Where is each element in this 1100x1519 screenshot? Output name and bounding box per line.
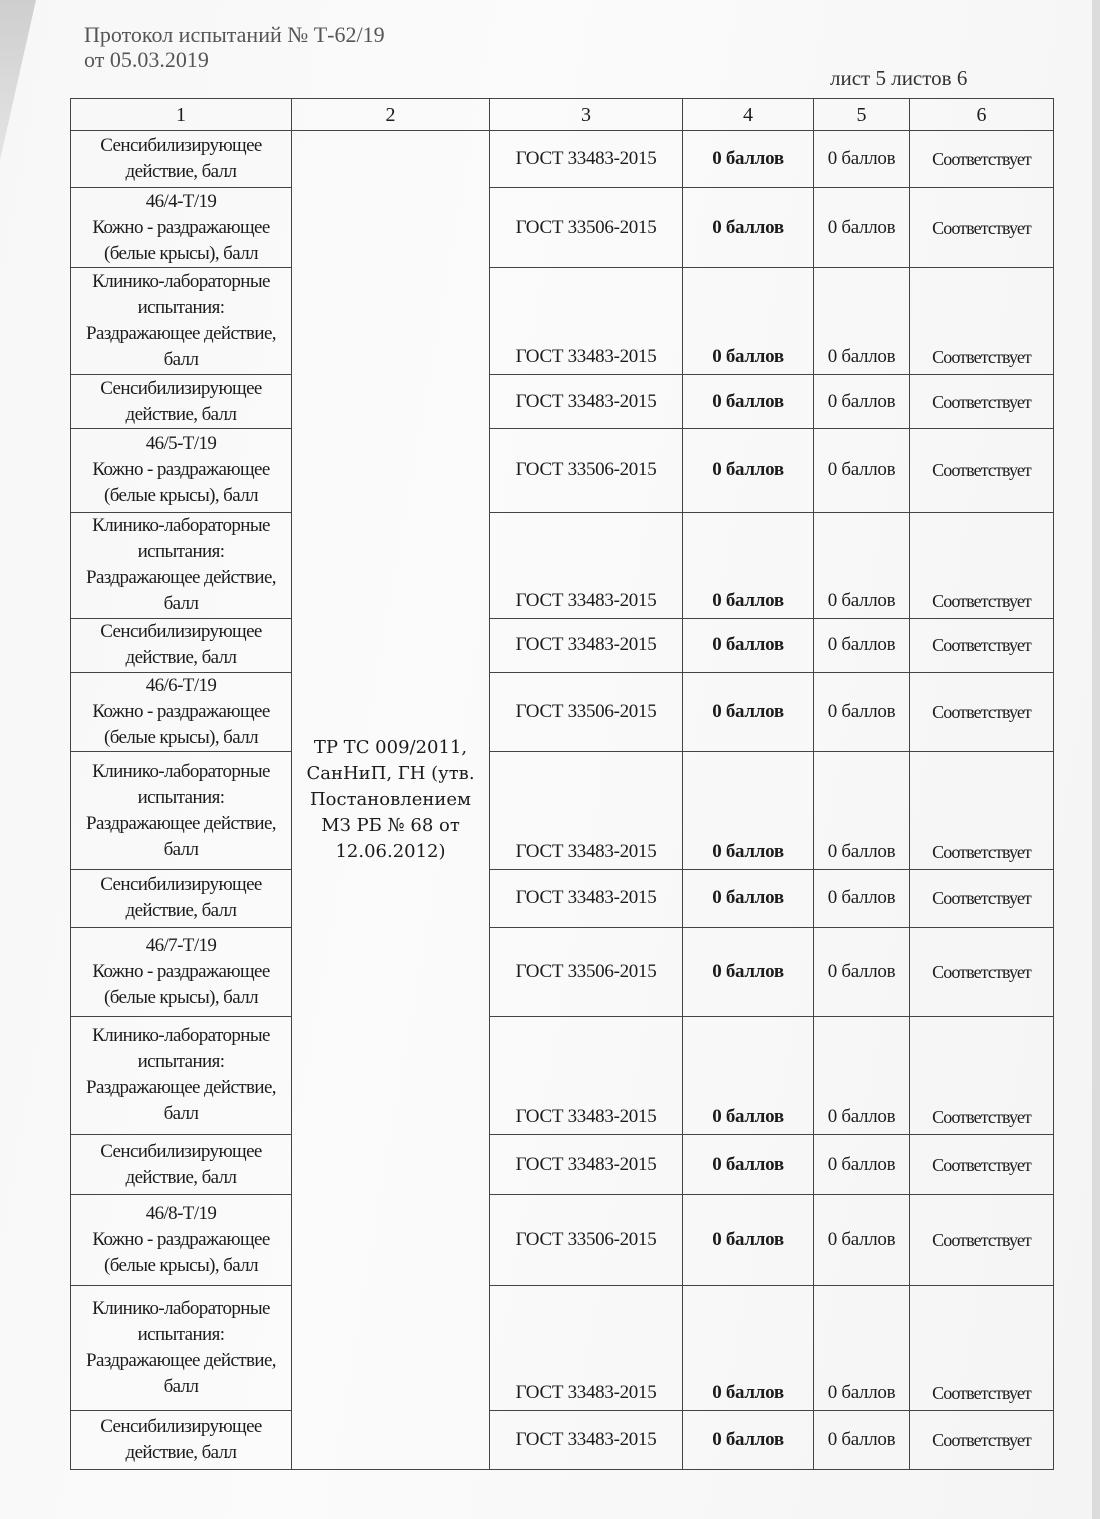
indicator-line: 46/4-Т/19 bbox=[145, 190, 217, 212]
result-cell: 0 баллов bbox=[683, 375, 814, 428]
indicator-cell bbox=[71, 188, 292, 267]
indicator-cell bbox=[71, 1195, 292, 1285]
norm-value-cell: 0 баллов bbox=[814, 1195, 910, 1285]
result-cell: 0 баллов bbox=[683, 869, 814, 927]
table-row bbox=[71, 869, 1054, 927]
conformity-cell: Соответствует bbox=[910, 188, 1054, 267]
norm-value-cell: 0 баллов bbox=[814, 428, 910, 512]
conformity-cell: Соответствует bbox=[910, 428, 1054, 512]
column-number: 3 bbox=[490, 99, 683, 131]
method-cell: ГОСТ 33506-2015 bbox=[490, 188, 683, 267]
indicator-line: действие, балл bbox=[125, 1441, 237, 1463]
table-row bbox=[71, 1410, 1054, 1469]
indicator-cell bbox=[71, 1285, 292, 1410]
result-cell: 0 баллов bbox=[683, 428, 814, 512]
indicator-cell bbox=[71, 672, 292, 751]
indicator-line: 46/5-Т/19 bbox=[145, 433, 217, 455]
norm-value-cell: 0 баллов bbox=[814, 267, 910, 375]
table-row bbox=[71, 428, 1054, 512]
conformity-cell: Соответствует bbox=[910, 1285, 1054, 1410]
indicator-cell bbox=[71, 618, 292, 672]
indicator-cell bbox=[71, 131, 292, 188]
indicator-line: балл bbox=[163, 593, 199, 615]
indicator-line: испытания: bbox=[137, 1323, 225, 1345]
method-cell: ГОСТ 33483-2015 bbox=[490, 618, 683, 672]
method-cell: ГОСТ 33483-2015 bbox=[490, 752, 683, 870]
indicator-line: Кожно - раздражающее bbox=[92, 216, 270, 238]
norm-value-cell: 0 баллов bbox=[814, 869, 910, 927]
method-cell: ГОСТ 33506-2015 bbox=[490, 672, 683, 751]
indicator-line: Раздражающее действие, bbox=[86, 323, 276, 345]
indicator-line: Клинико-лабораторные bbox=[92, 515, 270, 537]
indicator-cell bbox=[71, 267, 292, 375]
table-row bbox=[71, 618, 1054, 672]
indicator-line: (белые крысы), балл bbox=[104, 986, 258, 1008]
method-cell: ГОСТ 33483-2015 bbox=[490, 1135, 683, 1195]
indicator-line: Раздражающее действие, bbox=[86, 1077, 276, 1099]
indicator-line: Сенсибилизирующее bbox=[100, 1140, 262, 1162]
test-results-table bbox=[70, 98, 1054, 1470]
indicator-line: Клинико-лабораторные bbox=[92, 760, 270, 782]
result-cell: 0 баллов bbox=[683, 752, 814, 870]
indicator-cell bbox=[71, 513, 292, 619]
column-number: 1 bbox=[71, 99, 292, 131]
method-cell: ГОСТ 33483-2015 bbox=[490, 375, 683, 428]
indicator-line: действие, балл bbox=[125, 900, 237, 922]
table-body bbox=[71, 99, 1054, 1470]
page-fold-shadow bbox=[0, 0, 60, 160]
protocol-date: от 05.03.2019 bbox=[84, 47, 209, 72]
result-cell: 0 баллов bbox=[683, 1135, 814, 1195]
indicator-line: Раздражающее действие, bbox=[86, 1349, 276, 1371]
indicator-line: балл bbox=[163, 349, 199, 371]
conformity-cell: Соответствует bbox=[910, 513, 1054, 619]
result-cell: 0 баллов bbox=[683, 1285, 814, 1410]
table-row bbox=[71, 131, 1054, 188]
conformity-cell: Соответствует bbox=[910, 1016, 1054, 1135]
conformity-cell: Соответствует bbox=[910, 752, 1054, 870]
indicator-line: действие, балл bbox=[125, 647, 237, 669]
result-cell: 0 баллов bbox=[683, 188, 814, 267]
indicator-line: Сенсибилизирующее bbox=[100, 135, 262, 157]
method-cell: ГОСТ 33483-2015 bbox=[490, 131, 683, 188]
norm-value-cell: 0 баллов bbox=[814, 752, 910, 870]
result-cell: 0 баллов bbox=[683, 267, 814, 375]
result-cell: 0 баллов bbox=[683, 1016, 814, 1135]
conformity-cell: Соответствует bbox=[910, 1410, 1054, 1469]
indicator-cell bbox=[71, 1016, 292, 1135]
indicator-cell bbox=[71, 752, 292, 870]
norm-value-cell: 0 баллов bbox=[814, 131, 910, 188]
indicator-line: балл bbox=[163, 1103, 199, 1125]
column-number: 4 bbox=[683, 99, 814, 131]
norm-value-cell: 0 баллов bbox=[814, 188, 910, 267]
indicator-cell bbox=[71, 428, 292, 512]
indicator-line: Сенсибилизирующее bbox=[100, 874, 262, 896]
norm-value-cell: 0 баллов bbox=[814, 1410, 910, 1469]
table-row bbox=[71, 375, 1054, 428]
norm-value-cell: 0 баллов bbox=[814, 618, 910, 672]
indicator-line: испытания: bbox=[137, 786, 225, 808]
indicator-line: действие, балл bbox=[125, 161, 237, 183]
table-row bbox=[71, 1135, 1054, 1195]
norm-value-cell: 0 баллов bbox=[814, 928, 910, 1016]
method-cell: ГОСТ 33483-2015 bbox=[490, 1285, 683, 1410]
indicator-line: Кожно - раздражающее bbox=[92, 1229, 270, 1251]
norm-value-cell: 0 баллов bbox=[814, 1016, 910, 1135]
indicator-line: Сенсибилизирующее bbox=[100, 1415, 262, 1437]
table-row bbox=[71, 1285, 1054, 1410]
indicator-line: (белые крысы), балл bbox=[104, 485, 258, 507]
method-cell: ГОСТ 33483-2015 bbox=[490, 869, 683, 927]
method-cell: ГОСТ 33483-2015 bbox=[490, 1410, 683, 1469]
method-cell: ГОСТ 33483-2015 bbox=[490, 1016, 683, 1135]
conformity-cell: Соответствует bbox=[910, 131, 1054, 188]
indicator-line: Кожно - раздражающее bbox=[92, 459, 270, 481]
indicator-line: 46/6-Т/19 bbox=[145, 675, 217, 697]
indicator-line: испытания: bbox=[137, 541, 225, 563]
result-cell: 0 баллов bbox=[683, 928, 814, 1016]
conformity-cell: Соответствует bbox=[910, 375, 1054, 428]
conformity-cell: Соответствует bbox=[910, 1135, 1054, 1195]
indicator-cell bbox=[71, 928, 292, 1016]
table-row bbox=[71, 513, 1054, 619]
indicator-line: 46/8-Т/19 bbox=[145, 1203, 217, 1225]
indicator-cell bbox=[71, 375, 292, 428]
norm-value-cell: 0 баллов bbox=[814, 375, 910, 428]
conformity-cell: Соответствует bbox=[910, 618, 1054, 672]
table-row bbox=[71, 188, 1054, 267]
norm-value-cell: 0 баллов bbox=[814, 1135, 910, 1195]
norm-value-cell: 0 баллов bbox=[814, 513, 910, 619]
indicator-line: балл bbox=[163, 838, 199, 860]
indicator-line: (белые крысы), балл bbox=[104, 1255, 258, 1277]
conformity-cell: Соответствует bbox=[910, 928, 1054, 1016]
indicator-line: Кожно - раздражающее bbox=[92, 701, 270, 723]
column-number: 5 bbox=[814, 99, 910, 131]
result-cell: 0 баллов bbox=[683, 1410, 814, 1469]
result-cell: 0 баллов bbox=[683, 672, 814, 751]
indicator-line: испытания: bbox=[137, 297, 225, 319]
sheet-number: лист 5 листов 6 bbox=[830, 66, 968, 90]
indicator-line: балл bbox=[163, 1375, 199, 1397]
indicator-line: Кожно - раздражающее bbox=[92, 960, 270, 982]
table-row bbox=[71, 267, 1054, 375]
indicator-cell bbox=[71, 869, 292, 927]
column-number: 2 bbox=[292, 99, 490, 131]
table-row bbox=[71, 672, 1054, 751]
table-row bbox=[71, 1016, 1054, 1135]
conformity-cell: Соответствует bbox=[910, 672, 1054, 751]
column-number: 6 bbox=[910, 99, 1054, 131]
norm-value-cell: 0 баллов bbox=[814, 1285, 910, 1410]
indicator-line: (белые крысы), балл bbox=[104, 242, 258, 264]
table-row bbox=[71, 1195, 1054, 1285]
indicator-line: (белые крысы), балл bbox=[104, 727, 258, 749]
indicator-cell bbox=[71, 1410, 292, 1469]
indicator-cell bbox=[71, 1135, 292, 1195]
protocol-title: Протокол испытаний № Т-62/19 bbox=[84, 22, 385, 47]
conformity-cell: Соответствует bbox=[910, 1195, 1054, 1285]
table-row bbox=[71, 752, 1054, 870]
indicator-line: Раздражающее действие, bbox=[86, 812, 276, 834]
method-cell: ГОСТ 33483-2015 bbox=[490, 513, 683, 619]
indicator-line: 46/7-Т/19 bbox=[145, 934, 217, 956]
indicator-line: Сенсибилизирующее bbox=[100, 621, 262, 643]
indicator-line: Клинико-лабораторные bbox=[92, 271, 270, 293]
result-cell: 0 баллов bbox=[683, 1195, 814, 1285]
table-row bbox=[71, 928, 1054, 1016]
indicator-line: действие, балл bbox=[125, 403, 237, 425]
page-edge bbox=[1092, 0, 1100, 1519]
method-cell: ГОСТ 33506-2015 bbox=[490, 1195, 683, 1285]
indicator-line: Сенсибилизирующее bbox=[100, 377, 262, 399]
conformity-cell: Соответствует bbox=[910, 267, 1054, 375]
indicator-line: действие, балл bbox=[125, 1166, 237, 1188]
result-cell: 0 баллов bbox=[683, 131, 814, 188]
column-number-row bbox=[71, 99, 1054, 131]
method-cell: ГОСТ 33506-2015 bbox=[490, 928, 683, 1016]
normative-document-cell: ТР ТС 009/2011, СанНиП, ГН (утв. Постановлением МЗ РБ № 68 от 12.06.2012) bbox=[292, 131, 490, 1470]
method-cell: ГОСТ 33506-2015 bbox=[490, 428, 683, 512]
result-cell: 0 баллов bbox=[683, 618, 814, 672]
indicator-line: Клинико-лабораторные bbox=[92, 1297, 270, 1319]
conformity-cell: Соответствует bbox=[910, 869, 1054, 927]
indicator-line: Раздражающее действие, bbox=[86, 567, 276, 589]
norm-value-cell: 0 баллов bbox=[814, 672, 910, 751]
indicator-line: Клинико-лабораторные bbox=[92, 1025, 270, 1047]
result-cell: 0 баллов bbox=[683, 513, 814, 619]
indicator-line: испытания: bbox=[137, 1051, 225, 1073]
method-cell: ГОСТ 33483-2015 bbox=[490, 267, 683, 375]
